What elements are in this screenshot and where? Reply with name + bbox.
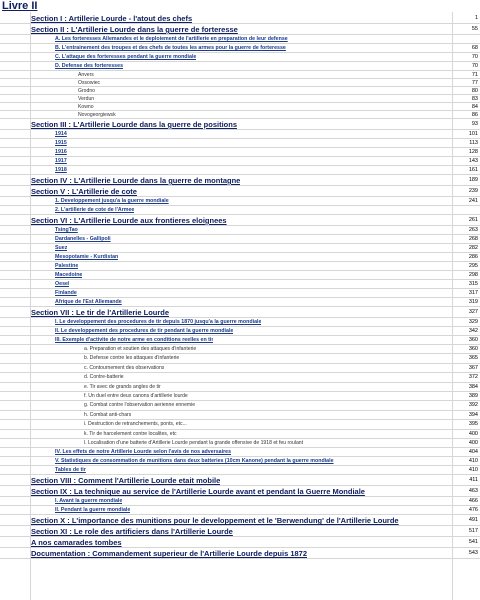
toc-page-number: 298 xyxy=(468,272,478,278)
toc-entry-row xyxy=(0,253,480,262)
toc-entry-row xyxy=(0,79,480,87)
toc-entry-text: k. Tir de harcelement contre localites, etc xyxy=(84,430,177,437)
toc-page-number: 491 xyxy=(468,517,478,524)
toc-section-row xyxy=(0,119,480,130)
toc-entry-text: 1917 xyxy=(55,158,67,164)
toc-entry-row xyxy=(0,71,480,79)
toc-section-row xyxy=(0,24,480,35)
toc-page-number: 466 xyxy=(468,498,478,505)
toc-page-number: 1 xyxy=(474,15,478,21)
toc-entry-text: Section V : L'Artillerie de cote xyxy=(31,187,137,196)
toc-entry-row xyxy=(0,62,480,71)
toc-entry-row xyxy=(0,327,480,336)
toc-entry-text: Section III : L'Artillerie Lourde dans la guerre de positions xyxy=(31,120,237,129)
toc-page-number: 541 xyxy=(468,539,478,546)
toc-page-number: 317 xyxy=(468,290,478,296)
toc-section-row xyxy=(0,537,480,548)
toc-entry-row xyxy=(0,271,480,280)
toc-entry-row xyxy=(0,497,480,506)
toc-page-number: 389 xyxy=(468,393,478,399)
toc-page-number: 367 xyxy=(468,364,478,371)
toc-page-number: 384 xyxy=(468,383,478,390)
toc-page-number: 342 xyxy=(468,328,478,334)
toc-entry-row xyxy=(0,148,480,157)
toc-entry-text: Section IV : L'Artillerie Lourde dans la guerre de montagne xyxy=(31,176,241,185)
toc-entry-text: A. Les forteresses Allemandes et le deploiement de l'artillerie en preparation de leur defense xyxy=(55,36,288,42)
toc-entry-text: I. Avant la guerre mondiale xyxy=(55,498,123,505)
toc-section-row xyxy=(0,548,480,559)
toc-entry-row xyxy=(0,364,480,373)
toc-entry-text: Section XI : Le role des artificiers dans l'Artillerie Lourde xyxy=(31,527,233,537)
toc-page-number: 372 xyxy=(468,374,478,381)
toc-entry-text: Section VII : Le tir de l'Artillerie Lourde xyxy=(31,308,170,317)
toc-page-number: 463 xyxy=(468,488,478,495)
toc-page-number: 410 xyxy=(468,458,478,465)
toc-entry-row xyxy=(0,457,480,466)
toc-page-number: 113 xyxy=(469,140,478,146)
toc-entry-row xyxy=(0,506,480,515)
toc-section-row xyxy=(0,486,480,497)
toc-entry-text: Section II : L'Artillerie Lourde dans la guerre de forteresse xyxy=(31,25,238,34)
toc-page-number: 239 xyxy=(468,188,478,194)
toc-section-row xyxy=(0,475,480,486)
toc-entry-row xyxy=(0,430,480,439)
toc-page-number: 543 xyxy=(468,550,478,557)
toc-page-number: 268 xyxy=(468,236,478,242)
toc-page-number: 286 xyxy=(468,254,478,260)
toc-entry-row xyxy=(0,95,480,103)
toc-page-number: 360 xyxy=(468,346,478,352)
toc-entry-text: Section X : L'importance des munitions pour le developpement et le 'Berwendung' de l'Artillerie Lourde xyxy=(31,516,399,526)
toc-entry-text: Novogeorgiewsk xyxy=(78,112,116,118)
toc-entry-text: Anvers xyxy=(78,72,94,78)
toc-entry-text: Tables de tir xyxy=(55,467,86,474)
toc-entry-row xyxy=(0,401,480,410)
toc-entry-text: f. Un duel entre deux canons d'artillerie lourde xyxy=(84,393,188,399)
toc-entry-row xyxy=(0,392,480,401)
toc-page-number: 86 xyxy=(471,112,478,118)
toc-page-number: 410 xyxy=(468,467,478,474)
toc-entry-text: Mesopotamie - Kurdistan xyxy=(55,254,119,260)
toc-page-number: 360 xyxy=(468,337,478,343)
toc-entry-row xyxy=(0,111,480,119)
toc-entry-text: Section VIII : Comment l'Artillerie Lourde etait mobile xyxy=(31,476,221,486)
toc-entry-row xyxy=(0,345,480,354)
toc-entry-text: C. L'attaque des forteresses pendant la guerre mondiale xyxy=(55,54,197,60)
toc-page-number: 404 xyxy=(468,449,478,456)
toc-entry-row xyxy=(0,166,480,175)
toc-entry-text: d. Contre-batterie xyxy=(84,374,124,381)
toc-entry-text: V. Statistiques de consommation de munitions dans deux batteries (10cm Kanone) pendant la guerre mondiale xyxy=(55,458,334,465)
toc-entry-row xyxy=(0,411,480,420)
toc-entry-row xyxy=(0,226,480,235)
toc-entry-text: a. Preparation et soutien des attaques d'infanterie xyxy=(84,346,197,352)
toc-entry-text: Finlande xyxy=(55,290,77,296)
toc-entry-text: II. Pendant la guerre mondiale xyxy=(55,507,131,514)
toc-page-number: 282 xyxy=(468,245,478,251)
toc-entry-row xyxy=(0,139,480,148)
toc-entry-text: I. Le developpement des procedures de tir depuis 1870 jusqu'a la guerre mondiale xyxy=(55,319,262,325)
toc-entry-row xyxy=(0,298,480,307)
toc-entry-text: e. Tir avec de grands angles de tir xyxy=(84,383,161,390)
toc-entry-row xyxy=(0,289,480,298)
toc-entry-row xyxy=(0,197,480,206)
toc-page-number: 80 xyxy=(471,88,478,94)
toc-entry-text: c. Contournement des observations xyxy=(84,364,165,371)
toc-entry-text: 1914 xyxy=(55,131,67,137)
toc-entry-text: Ossowiec xyxy=(78,80,101,86)
toc-entry-row xyxy=(0,53,480,62)
toc-page-number: 476 xyxy=(468,507,478,514)
toc-entry-text: i. Destruction de retranchements, ponts, etc... xyxy=(84,421,187,428)
toc-entry-text: Macedoine xyxy=(55,272,83,278)
toc-page-number: 83 xyxy=(471,96,478,102)
toc-entry-text: 1916 xyxy=(55,149,67,155)
toc-entry-row xyxy=(0,87,480,95)
toc-page-number: 263 xyxy=(468,227,478,233)
toc-entry-text: 1915 xyxy=(55,140,67,146)
toc-entry-row xyxy=(0,466,480,475)
toc-page-number: 189 xyxy=(468,177,478,183)
toc-page-number: 70 xyxy=(471,54,478,60)
toc-page-number: 400 xyxy=(468,430,478,437)
toc-entry-text: II. Le developpement des procedures de tir pendant la guerre mondiale xyxy=(55,328,234,334)
toc-entry-row xyxy=(0,280,480,289)
toc-page-number: 365 xyxy=(468,355,478,362)
toc-entry-row xyxy=(0,130,480,139)
toc-section-row xyxy=(0,186,480,197)
toc-entry-row xyxy=(0,318,480,327)
toc-entry-row xyxy=(0,103,480,111)
toc-entry-row xyxy=(0,373,480,382)
toc-section-row xyxy=(0,515,480,526)
toc-page-number: 68 xyxy=(471,45,478,51)
toc-entry-text: III. Exemple d'activite de notre arme en conditions reelles en tir xyxy=(55,337,214,343)
toc-page-number: 329 xyxy=(468,319,478,325)
toc-page-number: 517 xyxy=(468,528,478,535)
toc-entry-text: Documentation : Commandement superieur de l'Artillerie Lourde depuis 1872 xyxy=(31,549,308,559)
toc-page-number: 128 xyxy=(468,149,478,155)
toc-entry-row xyxy=(0,439,480,448)
toc-entry-text: g. Combat contre l'observation aerienne ennemie xyxy=(84,402,196,409)
toc-entry-text: TsingTao xyxy=(55,227,78,233)
toc-page-number: 295 xyxy=(468,263,478,269)
toc-entry-text: Kowno xyxy=(78,104,94,110)
toc-entry-row xyxy=(0,448,480,457)
toc-page-number: 395 xyxy=(468,421,478,428)
toc-page-number: 400 xyxy=(468,440,478,446)
toc-entry-row xyxy=(0,244,480,253)
toc-entry-row xyxy=(0,44,480,53)
toc-entry-text: l. Localisation d'une batterie d'Artillerie Lourde pendant la grande offensive de 1918 et feu roulant xyxy=(84,440,304,446)
toc-entry-text: B. L'entrainement des troupes et des chefs de toutes les armes pour la guerre de forteresse xyxy=(55,45,286,51)
toc-entry-row xyxy=(0,336,480,345)
toc-page-number: 319 xyxy=(468,299,478,305)
toc-section-row xyxy=(0,526,480,537)
toc-entry-row xyxy=(0,383,480,392)
toc-page-number: 101 xyxy=(468,131,478,137)
toc-section-row xyxy=(0,215,480,226)
toc-entry-text: 1918 xyxy=(55,167,67,173)
toc-entry-text: b. Defense contre les attaques d'infanterie xyxy=(84,355,180,362)
toc-entry-row xyxy=(0,420,480,429)
toc-section-row xyxy=(0,13,480,24)
toc-page-number: 411 xyxy=(469,477,478,484)
toc-entry-text: IV. Les effets de notre Artillerie Lourde selon l'avis de nos adversaires xyxy=(55,449,232,456)
toc-entry-text: 1. Developpement jusqu'a la guerre mondiale xyxy=(55,198,169,204)
toc-entry-text: Verdun xyxy=(78,96,95,102)
toc-page-number: 327 xyxy=(468,309,478,315)
toc-page-number: 70 xyxy=(471,63,478,69)
toc-entry-text: Palestine xyxy=(55,263,79,269)
toc-entry-row xyxy=(0,206,480,215)
toc-section-row xyxy=(0,307,480,318)
toc-entry-text: 2. L'artillerie de cote de l'Armee xyxy=(55,207,135,213)
toc-page-number: 143 xyxy=(468,158,478,164)
toc-page-number: 161 xyxy=(468,167,478,173)
toc-page-number: 93 xyxy=(471,121,478,127)
toc-entry-text: Section I : Artillerie Lourde - l'atout des chefs xyxy=(31,14,193,23)
toc-entry-text: h. Combat anti-chars xyxy=(84,411,132,418)
toc-page-number: 55 xyxy=(471,26,478,32)
toc-page-number: 315 xyxy=(468,281,478,287)
toc-entry-text: Grodno xyxy=(78,88,95,94)
toc-page-number: 394 xyxy=(468,411,478,418)
toc-entry-row xyxy=(0,35,480,44)
toc-page-number: 392 xyxy=(468,402,478,409)
toc-entry-row xyxy=(0,262,480,271)
toc-page-number: 261 xyxy=(468,217,478,223)
toc-entry-text: A nos camarades tombes xyxy=(31,538,122,548)
toc-section-row xyxy=(0,175,480,186)
toc-entry-text: D. Defense des forteresses xyxy=(55,63,124,69)
toc-entry-text: Suez xyxy=(55,245,68,251)
toc-page-number: 241 xyxy=(468,198,478,204)
toc-entry-text: Section IX : La technique au service de l'Artillerie Lourde avant et pendant la Guerre Mondiale xyxy=(31,487,365,497)
toc-entry-text: Afrique de l'Est Allemande xyxy=(55,299,122,305)
page-title: Livre II xyxy=(2,0,38,12)
toc-entry-row xyxy=(0,157,480,166)
toc-page-number: 71 xyxy=(471,72,478,78)
toc-entry-text: Oesel xyxy=(55,281,70,287)
toc-entry-row xyxy=(0,235,480,244)
toc-entry-row xyxy=(0,354,480,363)
toc-page-number: 84 xyxy=(471,104,478,110)
toc-entry-text: Dardanelles - Gallipoli xyxy=(55,236,111,242)
toc-page-number: 77 xyxy=(471,80,478,86)
toc-entry-text: Section VI : L'Artillerie Lourde aux frontieres eloignees xyxy=(31,216,227,225)
